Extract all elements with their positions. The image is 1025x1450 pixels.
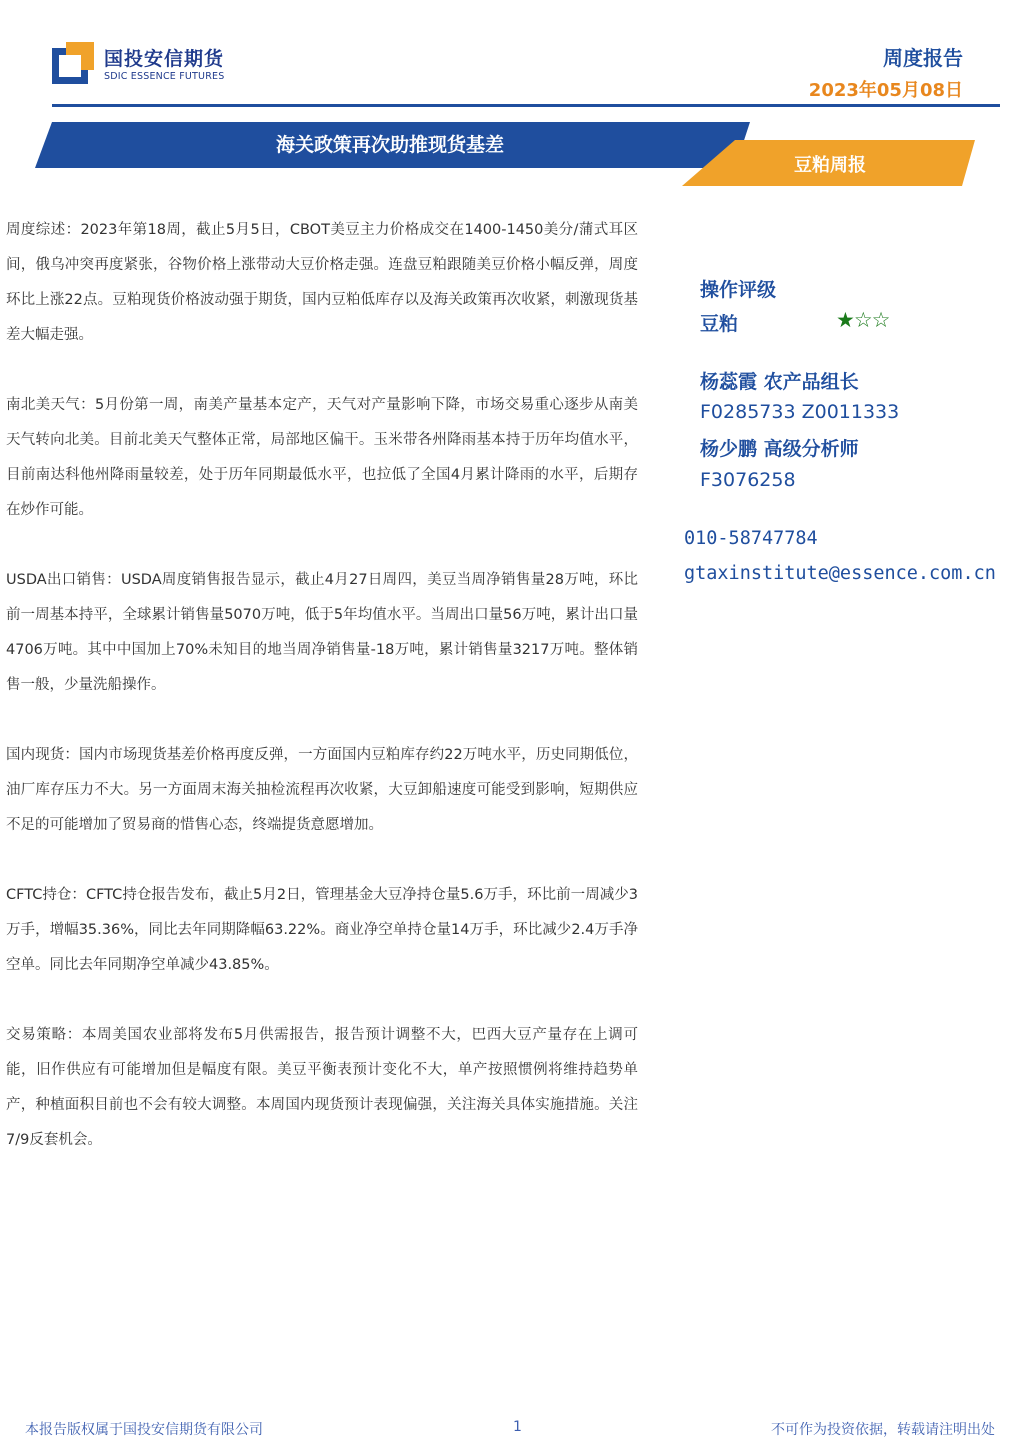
report-category-tag: 豆粕周报 [794,155,866,176]
domestic-spot-paragraph: 国内现货：国内市场现货基差价格再度反弹，一方面国内豆粕库存约22万吨水平，历史同期低位，油厂库存压力不大。另一方面周末海关抽检流程再次收紧，大豆卸船速度可能受到影响，短期供应不足的可能增加了贸易商的惜售心态，终端提货意愿增加。 [6,747,638,833]
contact-phone: 010-58747784 [684,528,818,549]
report-type: 周度报告 [883,46,963,70]
analyst-2: 杨少鹏 高级分析师 [700,438,859,460]
report-body [6,213,638,1193]
logo-text-cn: 国投安信期货 [104,48,225,70]
weather-paragraph: 南北美天气：5月份第一周，南美产量基本定产，天气对产量影响下降，市场交易重心逐步从南美天气转向北美。目前北美天气整体正常，局部地区偏干。玉米带各州降雨基本持于历年均值水平，目前南达科他州降雨量较差，处于历年同期最低水平，也拉低了全国4月累计降雨的水平，后期存在炒作可能。 [6,397,638,518]
page-number: 1 [513,1419,522,1435]
trading-strategy-paragraph: 交易策略：本周美国农业部将发布5月供需报告，报告预计调整不大，巴西大豆产量存在上调可能，旧作供应有可能增加但是幅度有限。美豆平衡表预计变化不大，单产按照惯例将维持趋势单产，种植面积目前也不会有较大调整。本周国内现货预计表现偏强，关注海关具体实施措施。关注7/9反套机会。 [6,1027,638,1148]
rating-title: 操作评级 [700,279,777,301]
rating-stars-icon: ★☆☆ [836,308,890,332]
report-title: 海关政策再次助推现货基差 [275,134,504,156]
header-divider [52,104,1000,107]
logo-text-en: SDIC ESSENCE FUTURES [104,71,225,82]
footer-disclaimer: 不可作为投资依据，转载请注明出处 [771,1422,995,1438]
analyst-1: 杨蕊霞 农产品组长 [700,371,859,393]
footer-copyright: 本报告版权属于国投安信期货有限公司 [25,1422,263,1438]
logo-mark-icon [52,42,94,84]
rating-item: 豆粕 [700,313,739,335]
summary-paragraph: 周度综述：2023年第18周，截止5月5日，CBOT美豆主力价格成交在1400-1450美分/蒲式耳区间，俄乌冲突再度紧张，谷物价格上涨带动大豆价格走强。连盘豆粕跟随美豆价格小幅反弹，周度环比上涨22点。豆粕现货价格波动强于期货，国内豆粕低库存以及海关政策再次收紧，刺激现货基差大幅走强。 [6,222,638,343]
usda-export-paragraph: USDA出口销售：USDA周度销售报告显示，截止4月27日周四，美豆当周净销售量28万吨，环比前一周基本持平，全球累计销售量5070万吨，低于5年均值水平。当周出口量56万吨，累计出口量4706万吨。其中中国加上70%未知目的地当周净销售量-18万吨，累计销售量3217万吨。整体销售一般，少量洗船操作。 [6,572,638,693]
contact-email[interactable]: gtaxinstitute@essence.com.cn [684,563,996,584]
report-date: 2023年05月08日 [808,80,963,101]
analyst-1-cert: F0285733 Z0011333 [700,401,900,423]
cftc-positions-paragraph: CFTC持仓：CFTC持仓报告发布，截止5月2日，管理基金大豆净持仓量5.6万手，环比前一周减少3万手，增幅35.36%，同比去年同期降幅63.22%。商业净空单持仓量14万手，环比减少2.4万手净空单。同比去年同期净空单减少43.85%。 [6,887,638,973]
analyst-2-cert: F3076258 [700,469,796,491]
company-logo [52,40,237,90]
